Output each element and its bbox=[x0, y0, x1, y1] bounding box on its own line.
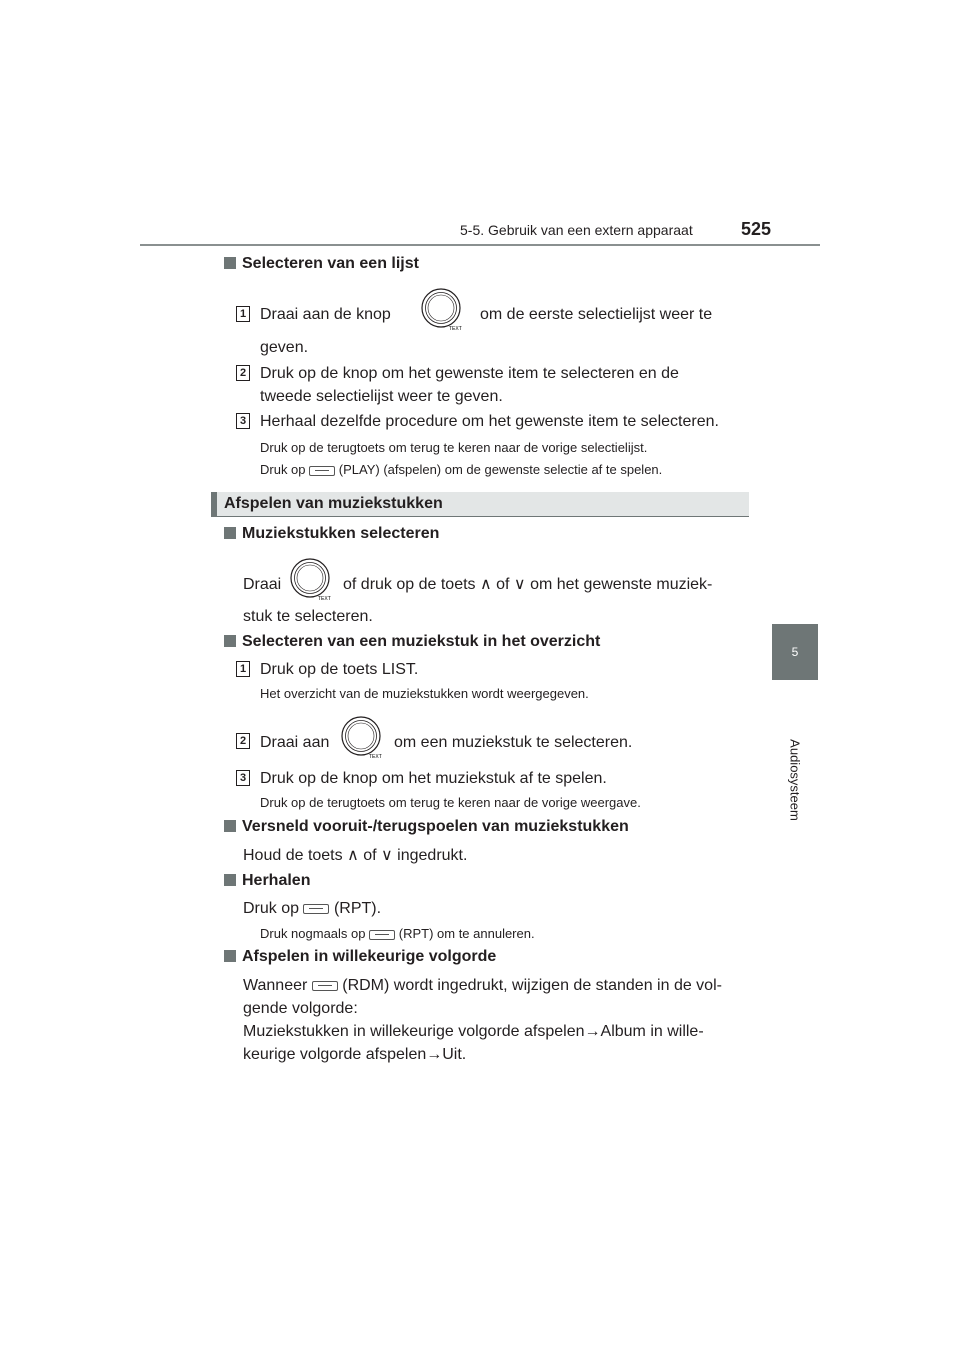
section-bar-title: Afspelen van muziekstukken bbox=[224, 495, 443, 512]
body-text: gende volgorde: bbox=[243, 1000, 358, 1017]
body-text: Muziekstukken in willekeurige volgorde afspelen→Album in wille- bbox=[243, 1023, 704, 1040]
step-number: 3 bbox=[236, 770, 250, 786]
page-number: 525 bbox=[741, 219, 772, 239]
step-text: geven. bbox=[260, 339, 309, 356]
step-text: tweede selectielijst weer te geven. bbox=[260, 388, 503, 405]
step-number: 1 bbox=[236, 306, 250, 322]
note: Druk op de terugtoets om terug te keren naar de vorige weergave. bbox=[260, 795, 641, 810]
preset-button-icon bbox=[369, 930, 395, 940]
chapter-label: Audiosysteem bbox=[787, 739, 803, 821]
tune-knob-icon bbox=[421, 288, 465, 332]
step-text: Draai aan de knop bbox=[260, 306, 391, 323]
body-text: Houd de toets ∧ of ∨ ingedrukt. bbox=[243, 847, 468, 864]
note: Druk op de terugtoets om terug te keren naar de vorige selectielijst. bbox=[260, 440, 648, 455]
preset-button-icon bbox=[312, 981, 338, 991]
heading-versneld-spoelen: Versneld vooruit-/terugspoelen van muziekstukken bbox=[224, 818, 629, 836]
heading-muziekstuk-overzicht: Selecteren van een muziekstuk in het overzicht bbox=[224, 633, 600, 651]
step-text: Druk op de toets LIST. bbox=[260, 661, 419, 678]
note: Druk op (PLAY) (afspelen) om de gewenste selectie af te spelen. bbox=[260, 462, 663, 477]
step-text: Herhaal dezelfde procedure om het gewenste item te selecteren. bbox=[260, 413, 719, 430]
heading-willekeurige-volgorde: Afspelen in willekeurige volgorde bbox=[224, 948, 496, 966]
square-bullet-icon bbox=[224, 820, 236, 832]
square-bullet-icon bbox=[224, 257, 236, 269]
preset-button-icon bbox=[309, 466, 335, 476]
step-number: 1 bbox=[236, 661, 250, 677]
svg-text:TEXT: TEXT bbox=[369, 754, 382, 760]
chapter-tab: 5 bbox=[772, 624, 818, 680]
note: Druk nogmaals op (RPT) om te annuleren. bbox=[260, 926, 535, 941]
body-text: keurige volgorde afspelen→Uit. bbox=[243, 1046, 467, 1063]
square-bullet-icon bbox=[224, 635, 236, 647]
tune-knob-icon bbox=[290, 558, 334, 602]
preset-button-icon bbox=[303, 904, 329, 914]
heading-herhalen: Herhalen bbox=[224, 872, 310, 890]
body-text: Draai bbox=[243, 576, 282, 593]
body-text: Druk op (RPT). bbox=[243, 900, 382, 917]
step-text: om de eerste selectielijst weer te bbox=[480, 306, 713, 323]
svg-text:TEXT: TEXT bbox=[318, 596, 331, 602]
body-text: of druk op de toets ∧ of ∨ om het gewenste muziek- bbox=[343, 576, 713, 593]
header-rule bbox=[140, 244, 820, 246]
square-bullet-icon bbox=[224, 527, 236, 539]
section-bar-rule bbox=[211, 516, 749, 517]
tune-knob-icon bbox=[341, 716, 385, 760]
step-text: Druk op de knop om het gewenste item te selecteren en de bbox=[260, 365, 679, 382]
body-text: stuk te selecteren. bbox=[243, 608, 373, 625]
step-number: 2 bbox=[236, 733, 250, 749]
note: Het overzicht van de muziekstukken wordt weergegeven. bbox=[260, 686, 589, 701]
heading-muziekstukken-selecteren: Muziekstukken selecteren bbox=[224, 525, 439, 543]
heading-selecteren-lijst: Selecteren van een lijst bbox=[224, 255, 419, 273]
step-number: 2 bbox=[236, 365, 250, 381]
svg-text:TEXT: TEXT bbox=[449, 326, 462, 332]
square-bullet-icon bbox=[224, 874, 236, 886]
section-title: 5-5. Gebruik van een extern apparaat bbox=[460, 222, 693, 238]
step-number: 3 bbox=[236, 413, 250, 429]
step-text: Druk op de knop om het muziekstuk af te spelen. bbox=[260, 770, 607, 787]
square-bullet-icon bbox=[224, 950, 236, 962]
step-text: om een muziekstuk te selecteren. bbox=[394, 734, 633, 751]
body-text: Wanneer (RDM) wordt ingedrukt, wijzigen de standen in de vol- bbox=[243, 977, 722, 994]
step-text: Draai aan bbox=[260, 734, 330, 751]
